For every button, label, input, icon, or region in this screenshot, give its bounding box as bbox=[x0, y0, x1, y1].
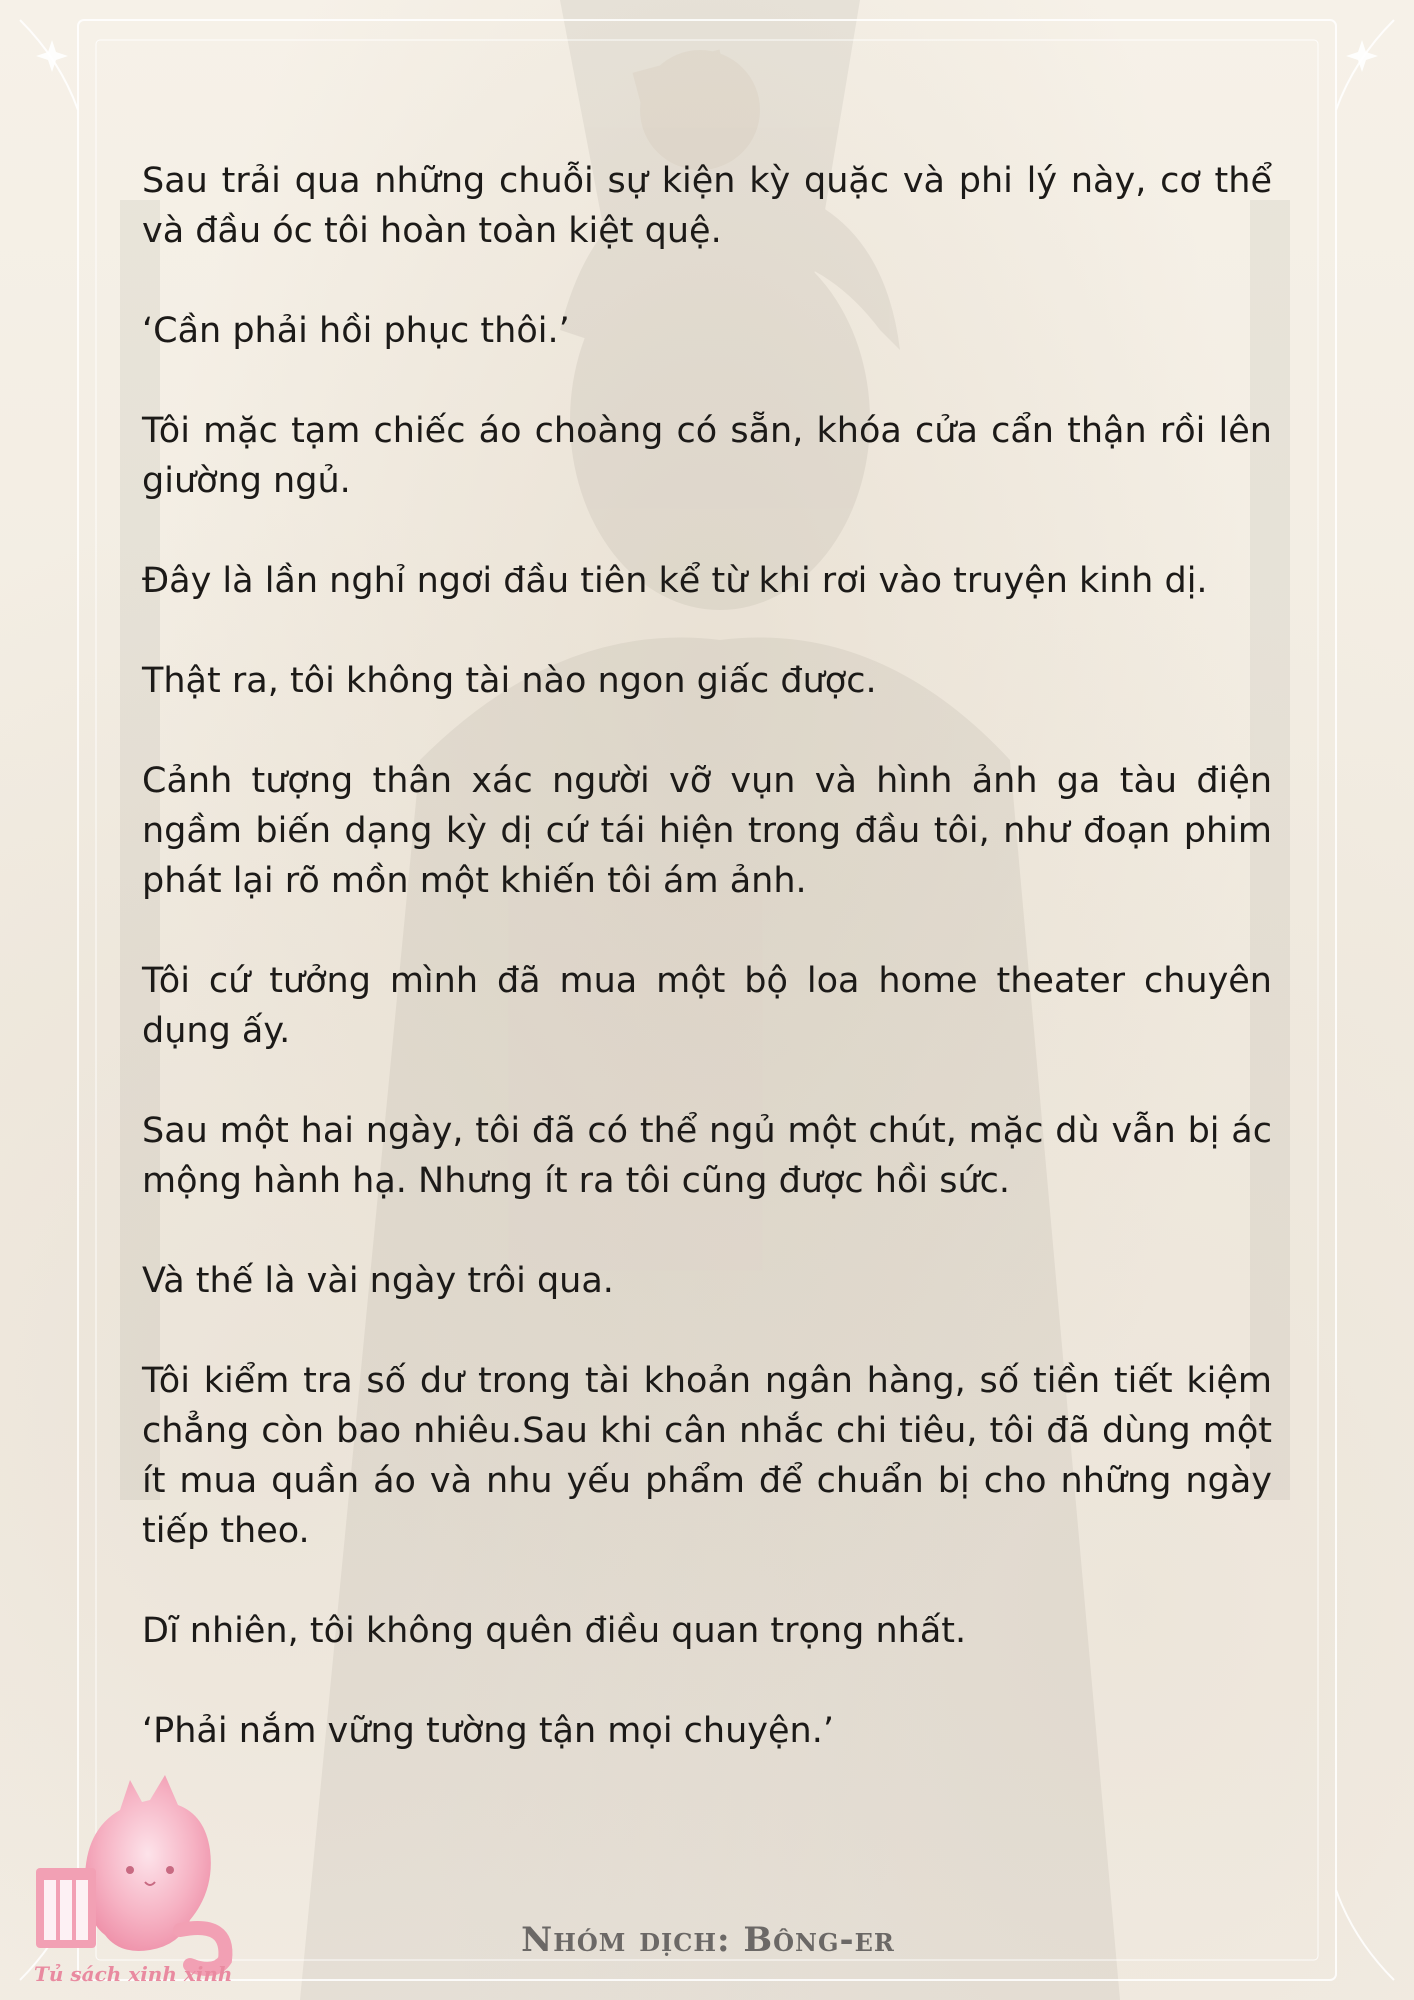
story-text bbox=[142, 156, 1272, 1756]
paragraph: Sau một hai ngày, tôi đã có thể ngủ một chút, mặc dù vẫn bị ác mộng hành hạ. Nhưng ít ra tôi cũng được hồi sức. bbox=[142, 1111, 1272, 1201]
paragraph: Tôi mặc tạm chiếc áo choàng có sẵn, khóa cửa cẩn thận rồi lên giường ngủ. bbox=[142, 411, 1272, 501]
paragraph: Tôi cứ tưởng mình đã mua một bộ loa home theater chuyên dụng ấy. bbox=[142, 961, 1272, 1051]
paragraph: Cảnh tượng thân xác người vỡ vụn và hình ảnh ga tàu điện ngầm biến dạng kỳ dị cứ tái hiện trong đầu tôi, như đoạn phim phát lại rõ mồn một khiến tôi ám ảnh. bbox=[142, 761, 1272, 901]
paragraph: ‘Phải nắm vững tường tận mọi chuyện.’ bbox=[142, 1711, 834, 1751]
paragraph: Sau trải qua những chuỗi sự kiện kỳ quặc và phi lý này, cơ thể và đầu óc tôi hoàn toàn kiệt quệ. bbox=[142, 161, 1272, 251]
paragraph: Tôi kiểm tra số dư trong tài khoản ngân hàng, số tiền tiết kiệm chẳng còn bao nhiêu.Sau khi cân nhắc chi tiêu, tôi đã dùng một ít mua quần áo và nhu yếu phẩm để chuẩn bị cho những ngày tiếp theo. bbox=[142, 1361, 1272, 1551]
paragraph: Đây là lần nghỉ ngơi đầu tiên kể từ khi rơi vào truyện kinh dị. bbox=[142, 561, 1208, 601]
paragraph: ‘Cần phải hồi phục thôi.’ bbox=[142, 311, 570, 351]
paragraph: Và thế là vài ngày trôi qua. bbox=[142, 1261, 614, 1301]
paragraph: Thật ra, tôi không tài nào ngon giấc được. bbox=[142, 661, 877, 701]
translator-credit: Nhóm dịch: Bông-er bbox=[521, 1920, 895, 1960]
paragraph: Dĩ nhiên, tôi không quên điều quan trọng nhất. bbox=[142, 1611, 967, 1651]
logo-text: Tủ sách xinh xinh bbox=[34, 1962, 233, 1986]
